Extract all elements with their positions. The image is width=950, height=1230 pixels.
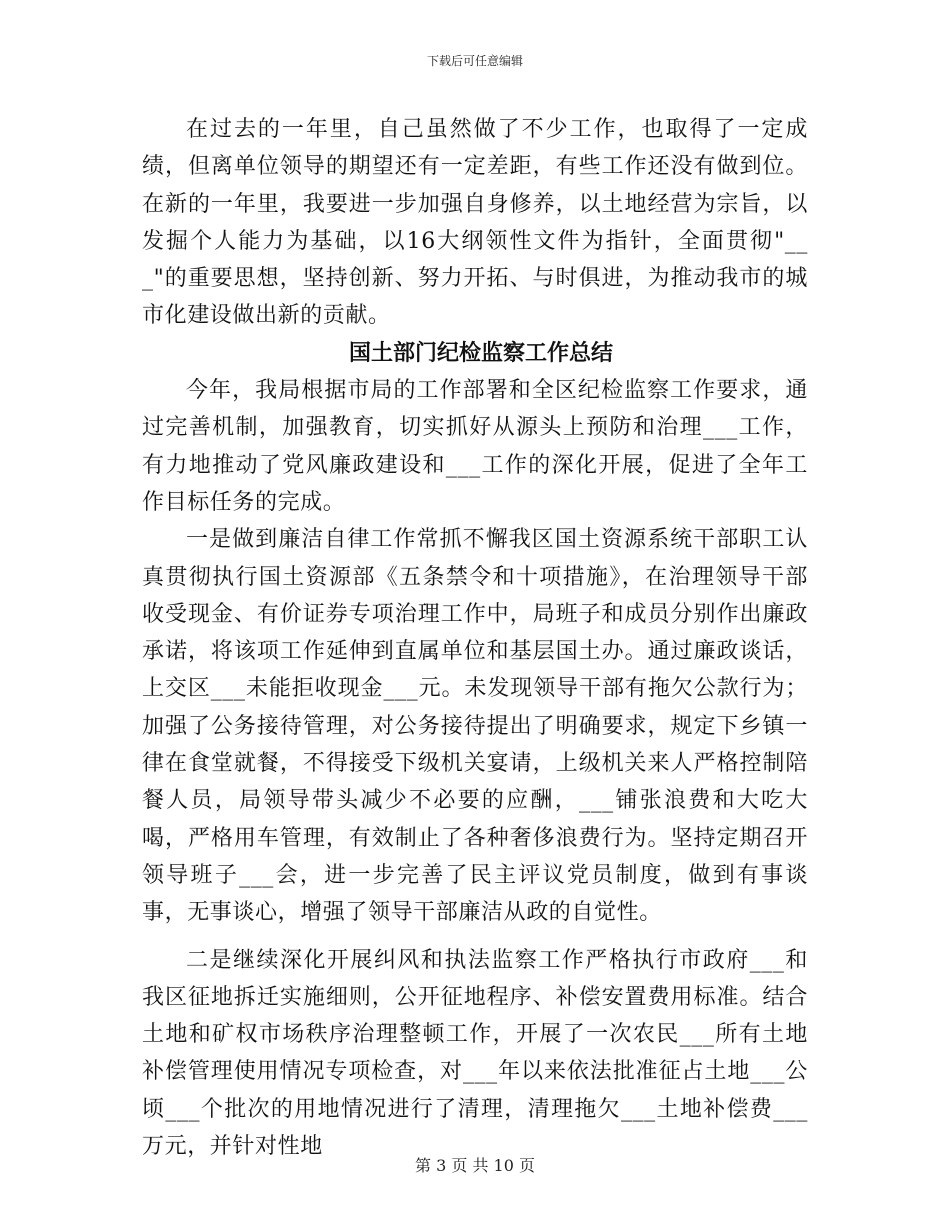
document-body [142,111,808,1165]
paragraph-supervision: 二是继续深化开展纠风和执法监察工作严格执行市政府___和我区征地拆迁实施细则，公开征地程序、补偿安置费用标准。结合土地和矿权市场秩序治理整顿工作，开展了一次农民___所有土地补偿管理使用情况专项检查，对___年以来依法批准征占土地___公顷___个批次的用地情况进行了清理，清理拖欠___土地补偿费___万元，并针对性地 [142,947,808,1160]
paragraph-self-discipline: 一是做到廉洁自律工作常抓不懈我区国土资源系统干部职工认真贯彻执行国土资源部《五条禁令和十项措施》，在治理领导干部收受现金、有价证券专项治理工作中，局班子和成员分别作出廉政承诺，将该项工作延伸到直属单位和基层国土办。通过廉政谈话，上交区___未能拒收现金___元。未发现领导干部有拖欠公款行为；加强了公务接待管理，对公务接待提出了明确要求，规定下乡镇一律在食堂就餐，不得接受下级机关宴请，上级机关来人严格控制陪餐人员，局领导带头减少不必要的应酬，___铺张浪费和大吃大喝，严格用车管理，有效制止了各种奢侈浪费行为。坚持定期召开领导班子___会，进一步完善了民主评议党员制度，做到有事谈事，无事谈心，增强了领导干部廉洁从政的自觉性。 [142,527,808,926]
page-header-note: 下载后可任意编辑 [426,54,523,68]
intro-paragraph: 在过去的一年里，自己虽然做了不少工作，也取得了一定成绩，但离单位领导的期望还有一定差距，有些工作还没有做到位。在新的一年里，我要进一步加强自身修养，以土地经营为宗旨，以发掘个人能力为基础，以16大纲领性文件为指针，全面贯彻"___"的重要思想，坚持创新、努力开拓、与时俱进，为推动我市的城市化建设做出新的贡献。 [142,117,808,329]
page-number: 第 3 页 共 10 页 [415,1156,535,1175]
section-title: 国土部门纪检监察工作总结 [348,339,613,366]
paragraph-summary: 今年，我局根据市局的工作部署和全区纪检监察工作要求，通过完善机制，加强教育，切实抓好从源头上预防和治理___工作，有力地推动了党风廉政建设和___工作的深化开展，促进了全年工作目标任务的完成。 [142,378,808,515]
